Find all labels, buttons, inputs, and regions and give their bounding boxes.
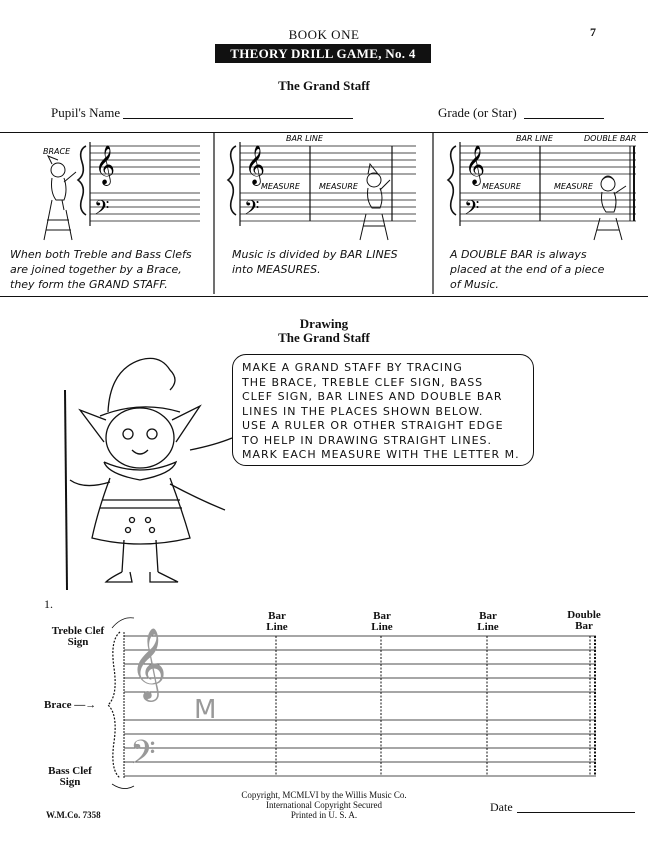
bass-clef-icon: 𝄢 — [130, 734, 156, 780]
bass-clef-icon: 𝄢 — [464, 196, 480, 224]
measure-label: MEASURE — [554, 182, 593, 191]
bar-line-label: BAR LINE — [516, 134, 553, 143]
label-line: Bar — [479, 610, 497, 622]
label-line: Double — [567, 609, 601, 621]
label-line: Bar — [575, 620, 593, 632]
caption-line: A DOUBLE BAR is always — [450, 248, 587, 261]
instruction-line: USE A RULER OR OTHER STRAIGHT EDGE — [242, 419, 504, 432]
brace-label: BRACE — [43, 147, 71, 156]
copyright-line: Printed in U. S. A. — [290, 810, 358, 820]
bar-line-label: BAR LINE — [286, 134, 323, 143]
caption-line: into MEASURES. — [232, 263, 321, 276]
exercise-number: 1. — [44, 597, 53, 611]
brace-label: Brace —→ — [44, 699, 97, 711]
instruction-line: MARK EACH MEASURE WITH THE LETTER M. — [242, 448, 520, 461]
label-line: Line — [266, 621, 288, 633]
grade-label: Grade (or Star) — [438, 105, 517, 120]
label-line: Sign — [67, 636, 89, 648]
brace-guide — [108, 632, 120, 778]
pupil-name-label: Pupil's Name — [51, 105, 121, 120]
publisher-code: W.M.Co. 7358 — [46, 810, 101, 820]
drawing-subheading: The Grand Staff — [278, 330, 370, 345]
treble-clef-icon: 𝄞 — [130, 626, 167, 699]
copyright-line: Copyright, MCMLVI by the Willis Music Co. — [241, 790, 407, 800]
caption-line: When both Treble and Bass Clefs — [10, 248, 192, 261]
measure-label: MEASURE — [482, 182, 521, 191]
page-subtitle: The Grand Staff — [278, 78, 370, 93]
arrow-icon — [112, 784, 134, 789]
instruction-line: THE BRACE, TREBLE CLEF SIGN, BASS — [242, 375, 484, 389]
treble-clef-icon: 𝄞 — [95, 145, 116, 185]
label-line: Line — [371, 621, 393, 633]
treble-clef-icon: 𝄞 — [465, 145, 486, 185]
label-line: Brace — [44, 699, 72, 711]
drawing-heading: Drawing — [299, 316, 349, 331]
page-title-banner: THEORY DRILL GAME, No. 4 — [215, 44, 431, 63]
measure-label: MEASURE — [319, 182, 358, 191]
double-bar-label: DOUBLE BAR — [584, 134, 637, 143]
caption-line: placed at the end of a piece — [450, 263, 605, 276]
date-field[interactable] — [517, 812, 635, 813]
instruction-line: MAKE A GRAND STAFF BY TRACING — [242, 361, 463, 374]
label-line: Sign — [59, 776, 81, 788]
page-number: 7 — [590, 25, 596, 39]
copyright-line: International Copyright Secured — [266, 800, 382, 810]
label-line: Bass Clef — [48, 765, 92, 777]
instruction-line: CLEF SIGN, BAR LINES AND DOUBLE BAR — [242, 390, 503, 403]
caption-line: of Music. — [450, 278, 499, 291]
label-line: Line — [477, 621, 499, 633]
label-line: Bar — [268, 610, 286, 622]
measure-label: MEASURE — [261, 182, 300, 191]
instruction-line: TO HELP IN DRAWING STRAIGHT LINES. — [242, 433, 492, 447]
date-label: Date — [490, 800, 513, 814]
instruction-line: LINES IN THE PLACES SHOWN BELOW. — [242, 404, 484, 418]
caption-line: Music is divided by BAR LINES — [232, 248, 398, 261]
caption-line: are joined together by a Brace, — [10, 263, 182, 276]
measure-letter: M — [194, 695, 217, 725]
bass-clef-icon: 𝄢 — [244, 196, 260, 224]
book-label: BOOK ONE — [288, 27, 360, 42]
treble-clef-icon: 𝄞 — [245, 145, 266, 185]
label-line: Bar — [373, 610, 391, 622]
label-line: Treble Clef — [51, 625, 105, 637]
caption-line: they form the GRAND STAFF. — [10, 278, 168, 291]
bass-clef-icon: 𝄢 — [94, 196, 110, 224]
